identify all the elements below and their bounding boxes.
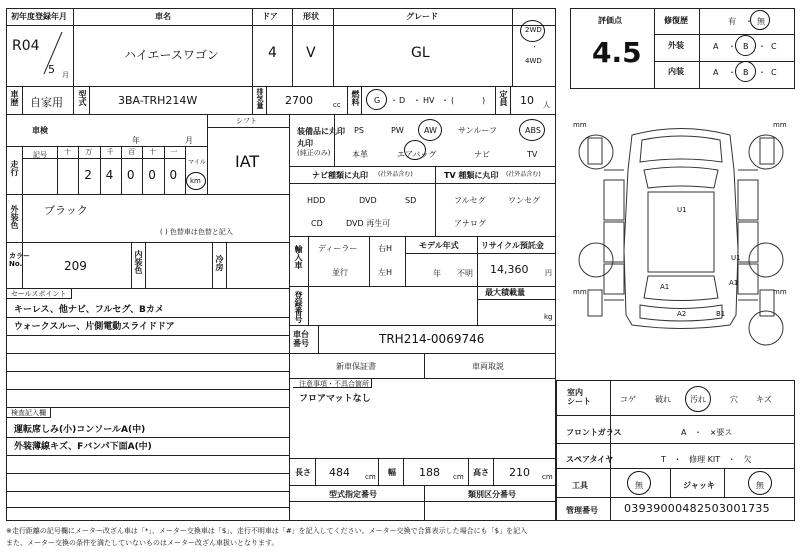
damage-mark-b1: B1 [716,310,726,318]
sales-point-label: セールスポイント [11,290,67,298]
width-value: 188 [419,466,440,479]
fuel-sep: ・ [413,96,421,105]
int-sep: ・ [758,68,766,77]
inspector-line-1: 運転席しみ(小)コンソールA(中) [14,425,146,435]
int-c: C [771,68,777,77]
drive-4wd: 4WD [525,57,542,65]
seat-scratch: キズ [756,395,772,404]
displacement-label: 排気量 [256,88,264,109]
recycle-value: 14,360 [490,263,529,276]
equipment-label: 装備品に丸印 [297,127,345,136]
footer-line-1: ※走行距離の記号欄にメーター改ざん車は「*」、メーター交換車は「$」、走行不明車は「#」を記入してください。メーター交換で合算表示した場合にも「$」を記入 [6,527,528,535]
digit-divider [142,146,143,194]
exterior-color-value: ブラック [44,204,88,217]
displacement-unit: cc [333,101,341,109]
jack-value: 無 [756,481,764,490]
seat-tear: 破れ [655,395,671,404]
drive-2wd-circle [520,20,545,42]
mileage-label: 走行 [10,160,19,176]
odometer-digit: 4 [105,168,114,182]
navi-header-sub: (社外品含む) [378,171,413,178]
shape-label: 形状 [303,12,319,21]
notes-value: フロアマットなし [299,394,371,404]
spare-tire-opts: T ・ 修理 KIT ・ 欠 [661,455,752,464]
seat-burn: コゲ [620,395,636,404]
fuel-hv: HV [423,96,435,105]
navi-header: ナビ種類に丸印 [312,171,368,180]
digit-divider [100,146,101,194]
ext-b: B [743,42,749,51]
tools-value-circle [627,471,651,495]
drive-dot: ・ [531,43,538,51]
frame-number-value: TRH214-0069746 [379,332,485,346]
fuel-d: D [399,96,406,105]
ext-c: C [771,42,777,51]
height-value: 210 [509,466,530,479]
int-b-circle [735,61,756,82]
mm-mark: mm [573,121,587,129]
tools-value: 無 [635,481,643,490]
fuel-sep: ・ [441,96,449,105]
int-b: B [743,68,749,77]
length-value: 484 [329,466,350,479]
spare-tire-label: スペアタイヤ [566,455,614,464]
equip-leather: 本革 [352,150,368,159]
equip-airbag: エアバッグ [397,150,437,159]
ext-sep: ・ [758,42,766,51]
jack-value-circle [748,471,772,495]
usage-label: 車歴 [10,90,19,106]
windshield-label: フロントガラス [566,428,622,437]
month-unit: 月 [62,71,69,79]
max-load-unit: kg [544,313,553,321]
interior-label: 内装 [668,67,684,76]
displacement-value: 2700 [285,94,313,107]
damage-mark-u1-2: U1 [731,254,741,262]
fuel-open-paren: ( [451,96,455,105]
equip-abs-circle [519,119,545,141]
digits-label: 記号 [33,151,47,159]
repair-label: 修復歴 [664,16,688,25]
unit-km-circle [186,172,206,190]
color-code-label: カラー No. [9,252,30,268]
tools-label: 工具 [572,481,588,490]
usage-value: 自家用 [30,96,63,109]
sales-line-1: キーレス、他ナビ、フルセグ、Bカメ [14,305,164,315]
seat-label: 室内 シート [567,388,591,407]
tv-fullseg: フルセグ [454,196,486,205]
type-number-label: 型式指定番号 [329,490,377,499]
equip-pw: PW [391,126,404,135]
sales-line-2: ウォークスルー、片側電動スライドドア [14,322,175,332]
width-unit: cm [453,473,464,481]
navi-dvd-play: DVD 再生可 [346,219,391,228]
seat-dirt: 汚れ [690,395,706,404]
navi-hdd: HDD [307,196,326,205]
equip-ps: PS [354,126,364,135]
month-value: 5 [48,63,55,76]
model-year-label: モデル年式 [419,241,459,250]
door-value: 4 [268,45,277,61]
inspection-label: 車検 [32,126,48,135]
model-value: 3BA-TRH214W [118,94,198,107]
capacity-unit: 人 [543,101,550,109]
import-parallel: 並行 [332,268,348,277]
seat-dirt-circle [685,386,711,412]
navi-dvd: DVD [359,196,377,205]
recycle-unit: 円 [545,269,552,277]
repair-no: 無 [757,17,765,26]
class-number-label: 類別区分番号 [468,490,516,499]
interior-color-label: 内装色 [134,250,143,274]
equip-aw: AW [424,126,437,135]
length-label: 長さ [295,468,311,477]
notes-label: 注意事項・不具合箇所 [299,380,369,388]
digit-header: 十 [149,148,157,156]
year-value: R04 [12,38,40,54]
fuel-g-circle [366,89,387,110]
digit-divider [185,146,186,194]
damage-mark-a1: A1 [660,283,670,291]
max-load-label: 最大積載量 [485,288,525,297]
warranty-label: 新車保証書 [336,362,376,371]
mm-mark: mm [773,121,787,129]
color-code-value: 209 [64,259,87,273]
equipment-sublabel: (純正のみ) [297,149,331,157]
mm-mark: mm [573,288,587,296]
fuel-sep: ・ [390,96,398,105]
equip-tv: TV [527,150,538,159]
height-label: 高さ [473,468,489,477]
model-year-unit: 年 [433,269,441,278]
shift-value: IAT [235,152,260,171]
repair-yes: 有 [728,17,736,26]
fuel-close-paren: ) [482,96,486,105]
cooler-label: 冷房 [215,255,224,271]
equip-aw-circle [418,119,442,141]
import-dealer: ディーラー [318,244,358,253]
digit-header: 十 [64,148,71,156]
inspection-year-unit: 年 [132,136,140,145]
car-name-label: 車名 [155,12,171,21]
tv-header-sub: (社外品含む) [506,171,541,178]
footer-line-2: また、メーター交換の条件を満たしていないものはメーター改ざん車扱いとなります。 [6,539,279,547]
int-a: A [713,68,719,77]
equip-airbag-circle [404,140,426,160]
repaint-note: ( ) 色替車は色替と記入 [160,228,233,236]
digit-header: 一 [170,148,178,156]
ext-a: A [713,42,719,51]
score-label: 評価点 [598,16,622,25]
navi-sd: SD [405,196,417,205]
damage-mark-u1: U1 [677,206,687,214]
odometer-digit: 0 [148,168,156,182]
equipment-label-2: 丸印 [297,139,313,148]
equip-sunroof: サンルーフ [458,126,497,135]
header-row [6,8,556,26]
odometer-digit: 0 [126,168,135,182]
tv-oneseg: ワンセグ [508,196,540,205]
model-year-value: 不明 [457,269,473,278]
digit-header: 百 [127,148,135,156]
length-unit: cm [365,473,376,481]
digit-divider [121,146,122,194]
int-sep: ・ [728,68,736,77]
capacity-label: 定員 [499,90,508,106]
height-unit: cm [542,473,553,481]
inspector-line-2: 外装薄線キズ、Fバンパ下面A(中) [14,442,152,452]
shape-value: V [306,45,316,61]
odometer-digit: 2 [84,168,92,182]
unit-km: km [190,177,201,185]
grade-label: グレード [406,12,438,21]
capacity-value: 10 [520,94,534,107]
width-label: 幅 [388,468,396,477]
model-label: 型式 [78,90,87,106]
car-damage-diagram [562,100,800,380]
grade-value: GL [411,45,430,61]
ext-sep: ・ [728,42,736,51]
fuel-label: 燃料 [351,90,360,106]
score-value: 4.5 [592,36,642,69]
seat-hole: 穴 [730,395,738,404]
repair-no-circle [750,10,770,30]
navi-cd: CD [311,219,323,228]
import-right-h: 右H [378,244,393,253]
car-name-value: ハイエースワゴン [124,48,219,62]
digit-divider [78,146,79,194]
frame-number-label: 車台 番号 [293,330,309,349]
management-number-label: 管理番号 [566,506,598,515]
damage-mark-a2: A2 [677,310,687,318]
windshield-opts: A ・ ×要ス [681,428,733,437]
digit-header: 万 [85,148,93,156]
inspection-month-unit: 月 [185,136,193,145]
exterior-label: 外装 [668,41,684,50]
repair-sep: ・ [745,17,753,26]
manual-label: 車両取説 [472,362,504,371]
fuel-g: G [374,96,381,105]
tv-analog: アナログ [454,219,486,228]
exterior-color-label: 外装色 [10,205,19,229]
import-left-h: 左H [378,268,393,277]
reg-number-label: 登録番号 [294,291,303,323]
mm-mark: mm [773,288,787,296]
tv-header: TV 種類に丸印 [444,171,499,180]
digit-header: 千 [106,148,114,156]
damage-mark-a1-2: A1 [729,279,739,287]
door-label: ドア [262,12,278,21]
equip-navi: ナビ [474,150,490,159]
unit-mile: マイル [188,159,206,166]
import-label: 輸入車 [294,245,303,269]
jack-label: ジャッキ [683,481,715,490]
drive-2wd: 2WD [525,26,542,34]
year-label: 初年度登録年月 [11,12,67,21]
digit-divider [164,146,165,194]
equip-abs: ABS [525,126,541,135]
shift-label: シフト [236,117,257,125]
odometer-digit: 0 [169,168,178,182]
management-number-value: 0393900048250300173​5 [624,502,770,515]
ext-b-circle [735,35,756,56]
recycle-label: リサイクル預託金 [481,241,544,250]
inspector-label: 検査記入欄 [11,409,46,417]
